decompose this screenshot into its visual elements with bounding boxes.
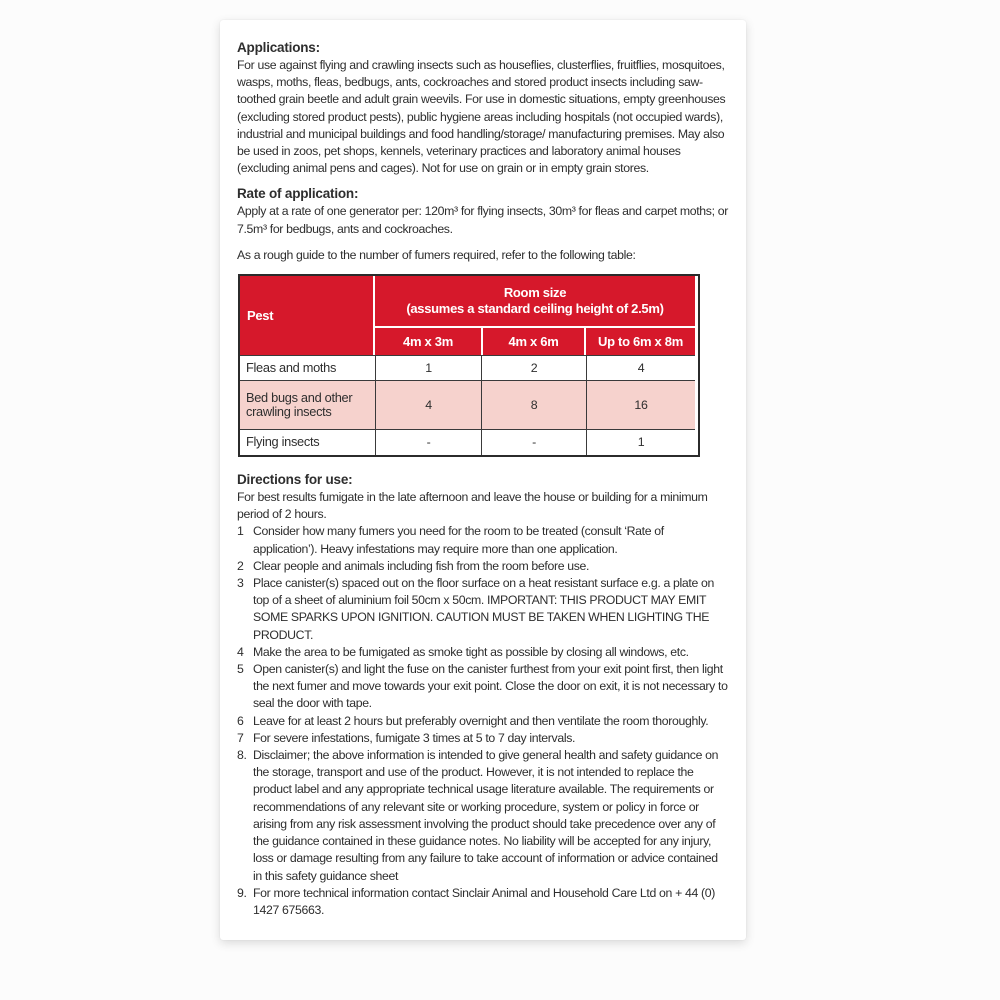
room-size-title: Room size xyxy=(503,285,567,301)
table-header-size-4x3: 4m x 3m xyxy=(375,328,481,355)
direction-item-text: For more technical information contact Sinclair Animal and Household Care Ltd on + 44 (0) 1427 675663. xyxy=(253,885,716,917)
table-cell: 4 xyxy=(375,380,481,429)
direction-item-number: 1 xyxy=(237,524,244,539)
directions-intro: For best results fumigate in the late afternoon and leave the house or building for a minimum period of 2 hours. xyxy=(237,490,708,522)
fumer-quantity-table xyxy=(238,274,700,457)
table-row-pest: Fleas and moths xyxy=(240,355,375,380)
direction-item-number: 4 xyxy=(237,644,244,659)
table-row-pest: Flying insects xyxy=(240,429,375,455)
table-cell: 1 xyxy=(586,429,695,455)
direction-item-text: Consider how many fumers you need for the room to be treated (consult ‘Rate of application’). Heavy infestations may require more than one application. xyxy=(253,524,664,556)
direction-item-text: Open canister(s) and light the fuse on the canister furthest from your exit point first, then light the next fumer and move towards your exit point. Close the door on exit, it is not necessary to seal the door with tape. xyxy=(253,662,728,711)
table-header-pest: Pest xyxy=(240,276,375,355)
direction-item-text: Clear people and animals including fish from the room before use. xyxy=(253,558,590,573)
table-cell: - xyxy=(375,429,481,455)
direction-item-2 xyxy=(237,558,729,575)
direction-item-text: Place canister(s) spaced out on the floor surface on a heat resistant surface e.g. a plate on top of a sheet of aluminium foil 50cm x 50cm. IMPORTANT: THIS PRODUCT MAY EMIT SOME SPARKS UPON IGNITION. CAUTION MUST BE TAKEN WHEN LIGHTING THE PRODUCT. xyxy=(253,576,714,642)
table-cell: 8 xyxy=(481,380,586,429)
direction-item-number: 2 xyxy=(237,558,244,573)
direction-item-number: 5 xyxy=(237,662,244,677)
direction-item-3 xyxy=(237,575,729,644)
table-cell: 1 xyxy=(375,355,481,380)
directions-heading: Directions for use: xyxy=(237,472,353,488)
table-header-size-6x8: Up to 6m x 8m xyxy=(586,328,695,355)
table-cell: 2 xyxy=(481,355,586,380)
applications-body: For use against flying and crawling insects such as houseflies, clusterflies, fruitflies, mosquitoes, wasps, moths, fleas, bedbugs, ants, cockroaches and stored product insects including saw-toothed grain beetle and adult grain weevils. For use in domestic situations, empty greenhouses (excluding stored product pests), public hygiene areas including hospitals (not occupied wards), industrial and municipal buildings and food handling/storage/ manufacturing premises. May also be used in zoos, pet shops, kennels, veterinary practices and laboratory animal houses (excluding animal pens and cages). Not for use on grain or in empty grain stores. xyxy=(237,58,726,176)
table-row-pest: Bed bugs and other crawling insects xyxy=(240,380,375,429)
table-cell: - xyxy=(481,429,586,455)
table-cell: 16 xyxy=(586,380,695,429)
table-header-size-4x6: 4m x 6m xyxy=(481,328,586,355)
instruction-label-card xyxy=(220,20,746,940)
table-header-room-size xyxy=(375,276,695,328)
directions-list xyxy=(237,523,729,919)
direction-item-text: Make the area to be fumigated as smoke tight as possible by closing all windows, etc. xyxy=(253,644,689,659)
rate-of-application-body: Apply at a rate of one generator per: 120m³ for flying insects, 30m³ for fleas and carpet moths; or 7.5m³ for bedbugs, ants and cockroaches. xyxy=(237,204,728,236)
rate-of-application-heading: Rate of application: xyxy=(237,186,359,202)
direction-item-number: 7 xyxy=(237,730,244,745)
direction-item-number: 3 xyxy=(237,576,244,591)
direction-item-number: 8. xyxy=(237,748,247,763)
direction-item-7 xyxy=(237,730,729,747)
room-size-subtitle: (assumes a standard ceiling height of 2.5m) xyxy=(406,301,664,317)
direction-item-text: For severe infestations, fumigate 3 times at 5 to 7 day intervals. xyxy=(253,730,576,745)
direction-item-1 xyxy=(237,523,729,557)
direction-item-9 xyxy=(237,885,729,919)
direction-item-text: Leave for at least 2 hours but preferably overnight and then ventilate the room thoroughly. xyxy=(253,713,709,728)
applications-heading: Applications: xyxy=(237,40,320,55)
direction-item-text: Disclaimer; the above information is intended to give general health and safety guidance on the storage, transport and use of the product. However, it is not intended to replace the product label and any appropriate technical usage literature available. The requirements or recommendations of any relevant site or working procedure, system or policy in force or arising from any risk assessment involving the product should take precedence over any of the guidance contained in these guidance notes. No liability will be accepted for any injury, loss or damage resulting from any failure to take account of information or advice contained in this safety guidance sheet xyxy=(253,748,719,883)
direction-item-number: 9. xyxy=(237,885,247,900)
table-cell: 4 xyxy=(586,355,695,380)
direction-item-5 xyxy=(237,661,729,713)
direction-item-number: 6 xyxy=(237,713,244,728)
direction-item-6 xyxy=(237,713,729,730)
direction-item-4 xyxy=(237,644,729,661)
table-intro-text: As a rough guide to the number of fumers required, refer to the following table: xyxy=(237,247,636,262)
direction-item-8 xyxy=(237,747,729,885)
